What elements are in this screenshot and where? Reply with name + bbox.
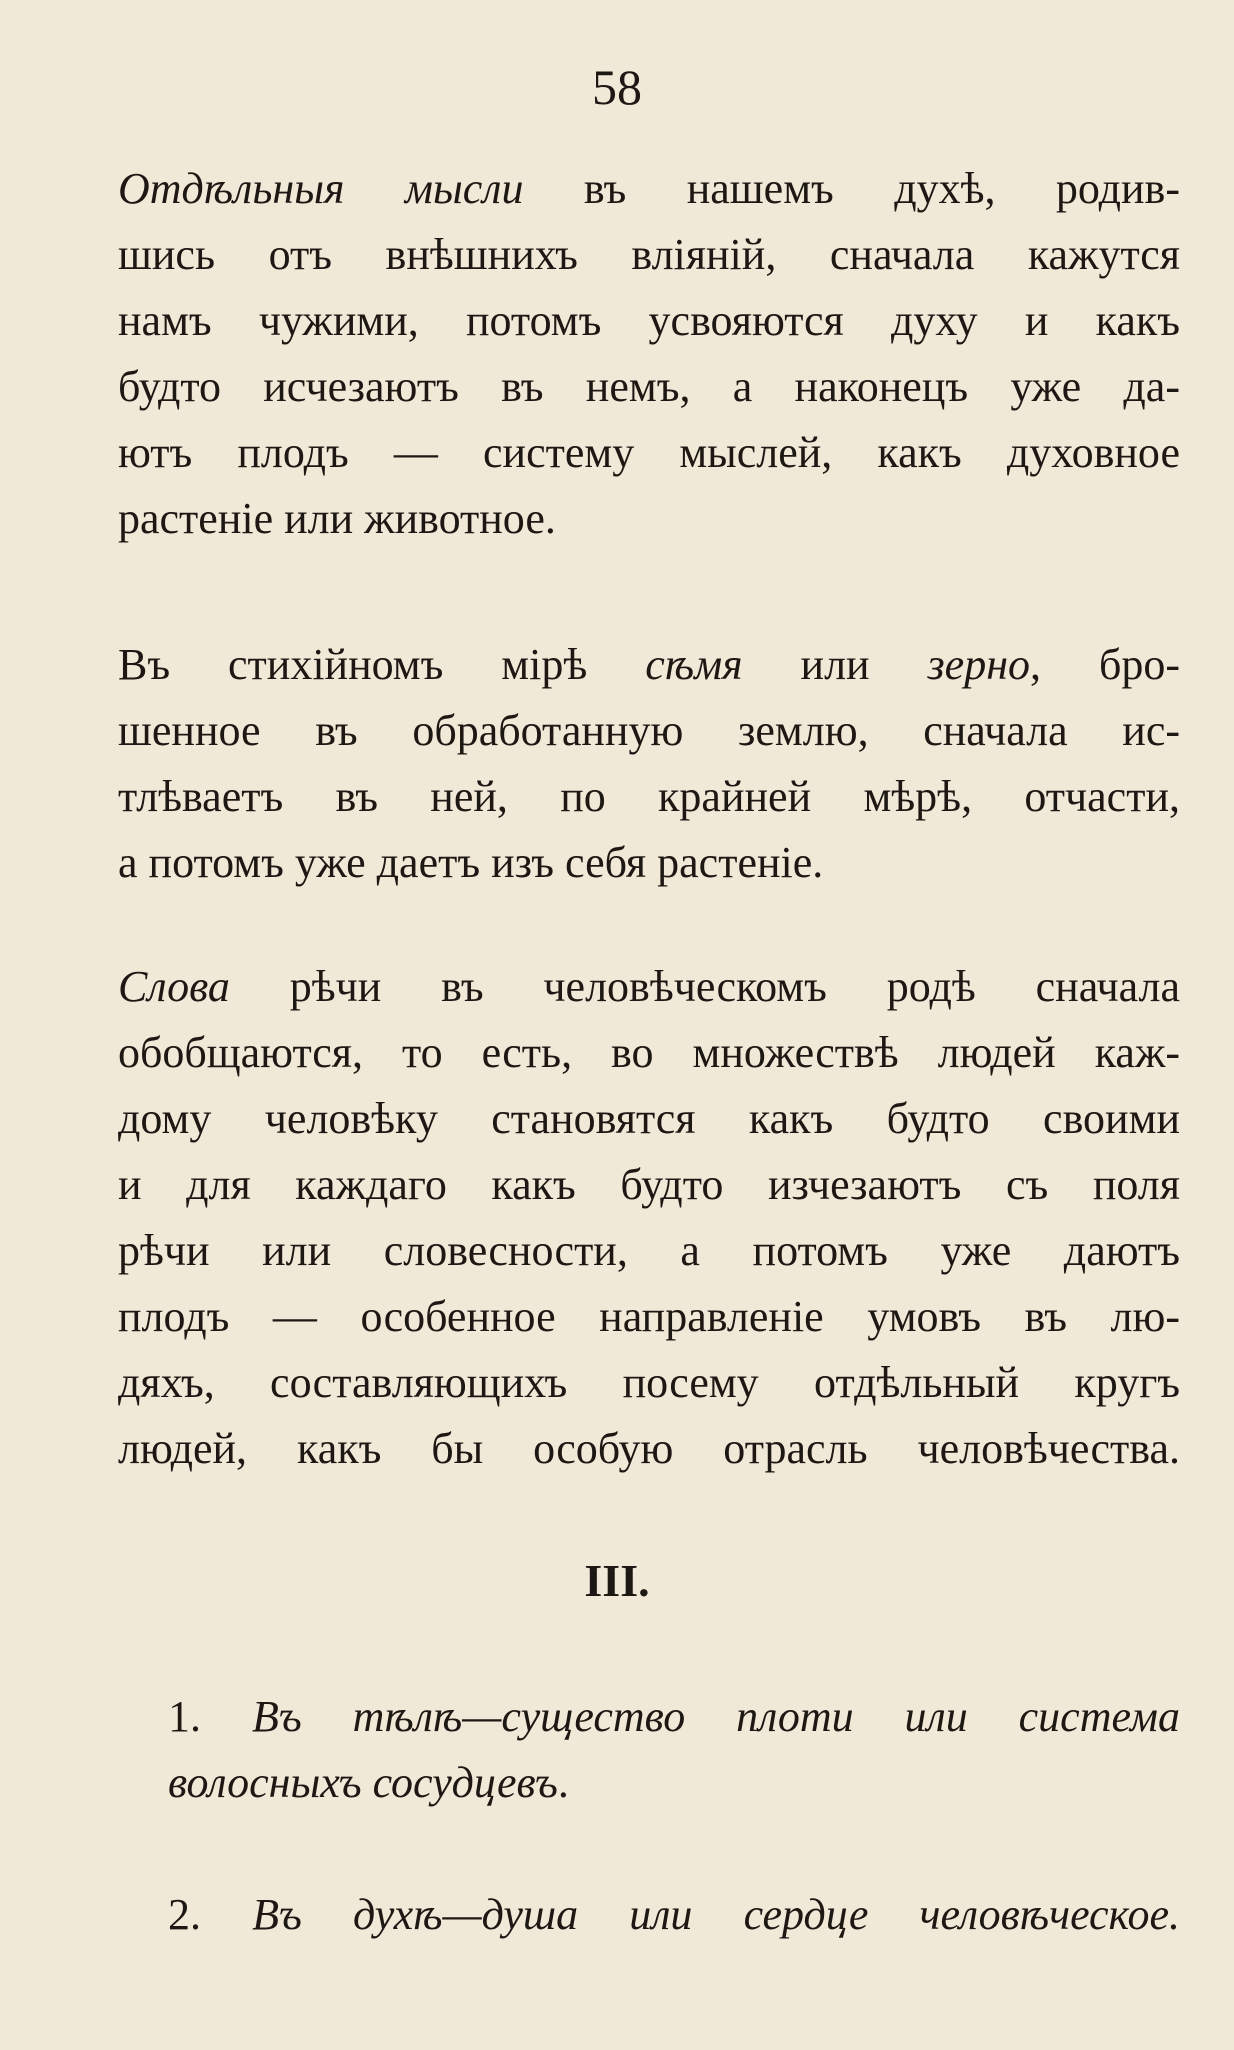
text-line <box>118 632 1180 698</box>
text-line <box>118 1350 1180 1416</box>
italic-run: сѣмя <box>645 640 743 689</box>
text-run: дому человѣку становятся какъ будто своими <box>118 1094 1180 1143</box>
text-line <box>118 830 1180 896</box>
text-line <box>168 1750 1180 1816</box>
text-run: ютъ плодъ — систему мыслей, какъ духовное <box>118 428 1180 477</box>
text-line <box>118 764 1180 830</box>
text-line <box>118 222 1180 288</box>
text-line <box>118 1284 1180 1350</box>
text-line <box>118 1218 1180 1284</box>
text-run: . <box>557 1758 569 1807</box>
text-line <box>118 954 1180 1020</box>
italic-run: зерно <box>927 640 1031 689</box>
text-run: 2. <box>168 1890 253 1939</box>
italic-run: волосныхъ сосудцевъ <box>168 1758 558 1807</box>
text-line <box>168 1882 1180 1948</box>
text-run: рѣчи или словесности, а потомъ уже даютъ <box>118 1226 1180 1275</box>
text-run: растеніе или животное. <box>118 494 556 543</box>
text-run: рѣчи въ человѣческомъ родѣ сначала <box>229 962 1180 1011</box>
text-run: тлѣваетъ въ ней, по крайней мѣрѣ, отчасти, <box>118 772 1180 821</box>
italic-run: Слова <box>118 962 230 1011</box>
text-run: или <box>742 640 928 689</box>
text-line <box>118 1086 1180 1152</box>
text-line <box>118 354 1180 420</box>
text-line <box>118 156 1180 222</box>
text-run: , бро- <box>1030 640 1180 689</box>
paragraph-3 <box>118 954 1180 1482</box>
text-line <box>118 486 1180 552</box>
text-line <box>118 1416 1180 1482</box>
paragraph-2 <box>118 632 1180 896</box>
list-item-1 <box>168 1684 1180 1816</box>
text-run: 1. <box>168 1692 252 1741</box>
text-run: будто исчезаютъ въ немъ, а наконецъ уже да- <box>118 362 1180 411</box>
text-line <box>118 1152 1180 1218</box>
text-run: плодъ — особенное направленіе умовъ въ лю- <box>118 1292 1180 1341</box>
page-number: 58 <box>592 59 642 115</box>
paragraph-1 <box>118 156 1180 552</box>
text-run: въ нашемъ духѣ, родив- <box>523 164 1180 213</box>
text-run: людей, какъ бы особую отрасль человѣчества. <box>118 1424 1180 1473</box>
section-heading: III. <box>584 1555 650 1606</box>
text-line <box>168 1684 1180 1750</box>
text-run: намъ чужими, потомъ усвояются духу и какъ <box>118 296 1180 345</box>
italic-run: Въ духѣ—душа или сердце человѣческое. <box>252 1890 1180 1939</box>
text-line <box>118 420 1180 486</box>
text-line <box>118 698 1180 764</box>
text-run: дяхъ, составляющихъ посему отдѣльный кругъ <box>118 1358 1180 1407</box>
text-run: и для каждаго какъ будто изчезаютъ съ поля <box>118 1160 1180 1209</box>
text-line <box>118 288 1180 354</box>
italic-run: Отдѣльныя мысли <box>118 164 524 213</box>
text-line <box>118 1020 1180 1086</box>
list-item-2 <box>168 1882 1180 1948</box>
text-run: шенное въ обработанную землю, сначала ис- <box>118 706 1180 755</box>
italic-run: Въ тѣлѣ—существо плоти или система <box>251 1692 1181 1741</box>
text-run: обобщаются, то есть, во множествѣ людей каж- <box>118 1028 1180 1077</box>
text-run: а потомъ уже даетъ изъ себя растеніе. <box>118 838 824 887</box>
text-run: Въ стихійномъ мірѣ <box>118 640 646 689</box>
text-run: шись отъ внѣшнихъ вліяній, сначала кажутся <box>118 230 1180 279</box>
